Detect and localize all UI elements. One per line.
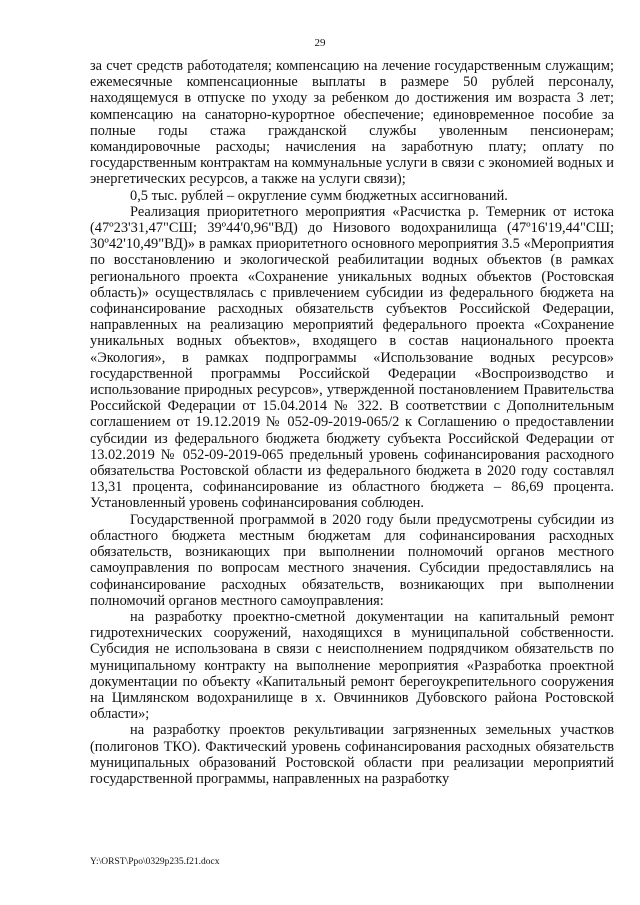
- paragraph-subsidies: Государственной программой в 2020 году были предусмотрены субсидии из областного бюджета местным бюджетам для софинансирования расходных обязательств, возникающих при выполнении полномочий органов местного самоуправления по вопросам местного значения. Субсидии предоставлялись на софинансирование расходных обязательств, возникающих при выполнении полномочий органов местного самоуправления:: [90, 511, 614, 609]
- paragraph-temernik-project: Реализация приоритетного мероприятия «Расчистка р. Темерник от истока (47º23'31,47"СШ; 39º44'0,96"ВД) до Низового водохранилища (47º16'19,44"СШ; 30º42'10,49"ВД)» в рамках приоритетного основного мероприятия 3.5 «Мероприятия по восстановлению и экологической реабилитации водных объектов (в рамках регионального проекта «Сохранение уникальных водных объектов (Ростовская область)» осуществлялась с привлечением субсидии из федерального бюджета на софинансирование расходных обязательств субъектов Российской Федерации, направленных на реализацию мероприятий федерального проекта «Сохранение уникальных водных объектов», входящего в состав национального проекта «Экология», в рамках подпрограммы «Использование водных ресурсов» государственной программы Российской Федерации «Воспроизводство и использование природных ресурсов», утвержденной постановлением Правительства Российской Федерации от 15.04.2014 № 322. В соответствии с Дополнительным соглашением от 19.12.2019 № 052-09-2019-065/2 к Соглашению о предоставлении субсидии из федерального бюджета бюджету субъекта Российской Федерации от 13.02.2019 № 052-09-2019-065 предельный уровень софинансирования расходного обязательства Ростовской области из федерального бюджета в 2020 году составлял 13,31 процента, софинансирование из областного бюджета – 86,69 процента. Установленный уровень софинансирования соблюден.: [90, 203, 614, 512]
- document-body: [90, 58, 614, 787]
- page-number: 29: [314, 37, 326, 49]
- paragraph-land-reclamation: на разработку проектов рекультивации загрязненных земельных участков (полигонов ТКО). Фактический уровень софинансирования расходных обязательств муниципальных образований Ростовской области при реализации мероприятий государственной программы, направленных на разработку: [90, 722, 614, 787]
- paragraph-continuation: за счет средств работодателя; компенсацию на лечение государственным служащим; ежемесячные компенсационные выплаты в размере 50 рублей персоналу, находящемуся в отпуске по уходу за ребенком до достижения им возраста 3 лет; компенсацию на санаторно-курортное обеспечение; единовременное пособие за полные годы стажа гражданской службы уволенным пенсионерам; командировочные расходы; начисления на заработную плату; оплату по государственным контрактам на коммунальные услуги в связи с экономией водных и энергетических ресурсов, а также на услуги связи);: [90, 58, 614, 188]
- paragraph-rounding: 0,5 тыс. рублей – округление сумм бюджетных ассигнований.: [130, 187, 508, 204]
- paragraph-design-documentation: на разработку проектно-сметной документации на капитальный ремонт гидротехнических сооружений, находящихся в муниципальной собственности. Субсидия не использована в связи с неисполнением подрядчиком обязательств по муниципальному контракту на выполнение мероприятия «Разработка проектной документации по объекту «Капитальный ремонт берегоукрепительного сооружения на Цимлянском водохранилище в х. Овчинников Дубовского района Ростовской области»;: [90, 608, 614, 723]
- file-path-footer: Y:\ORST\Ppo\0329p235.f21.docx: [90, 857, 220, 867]
